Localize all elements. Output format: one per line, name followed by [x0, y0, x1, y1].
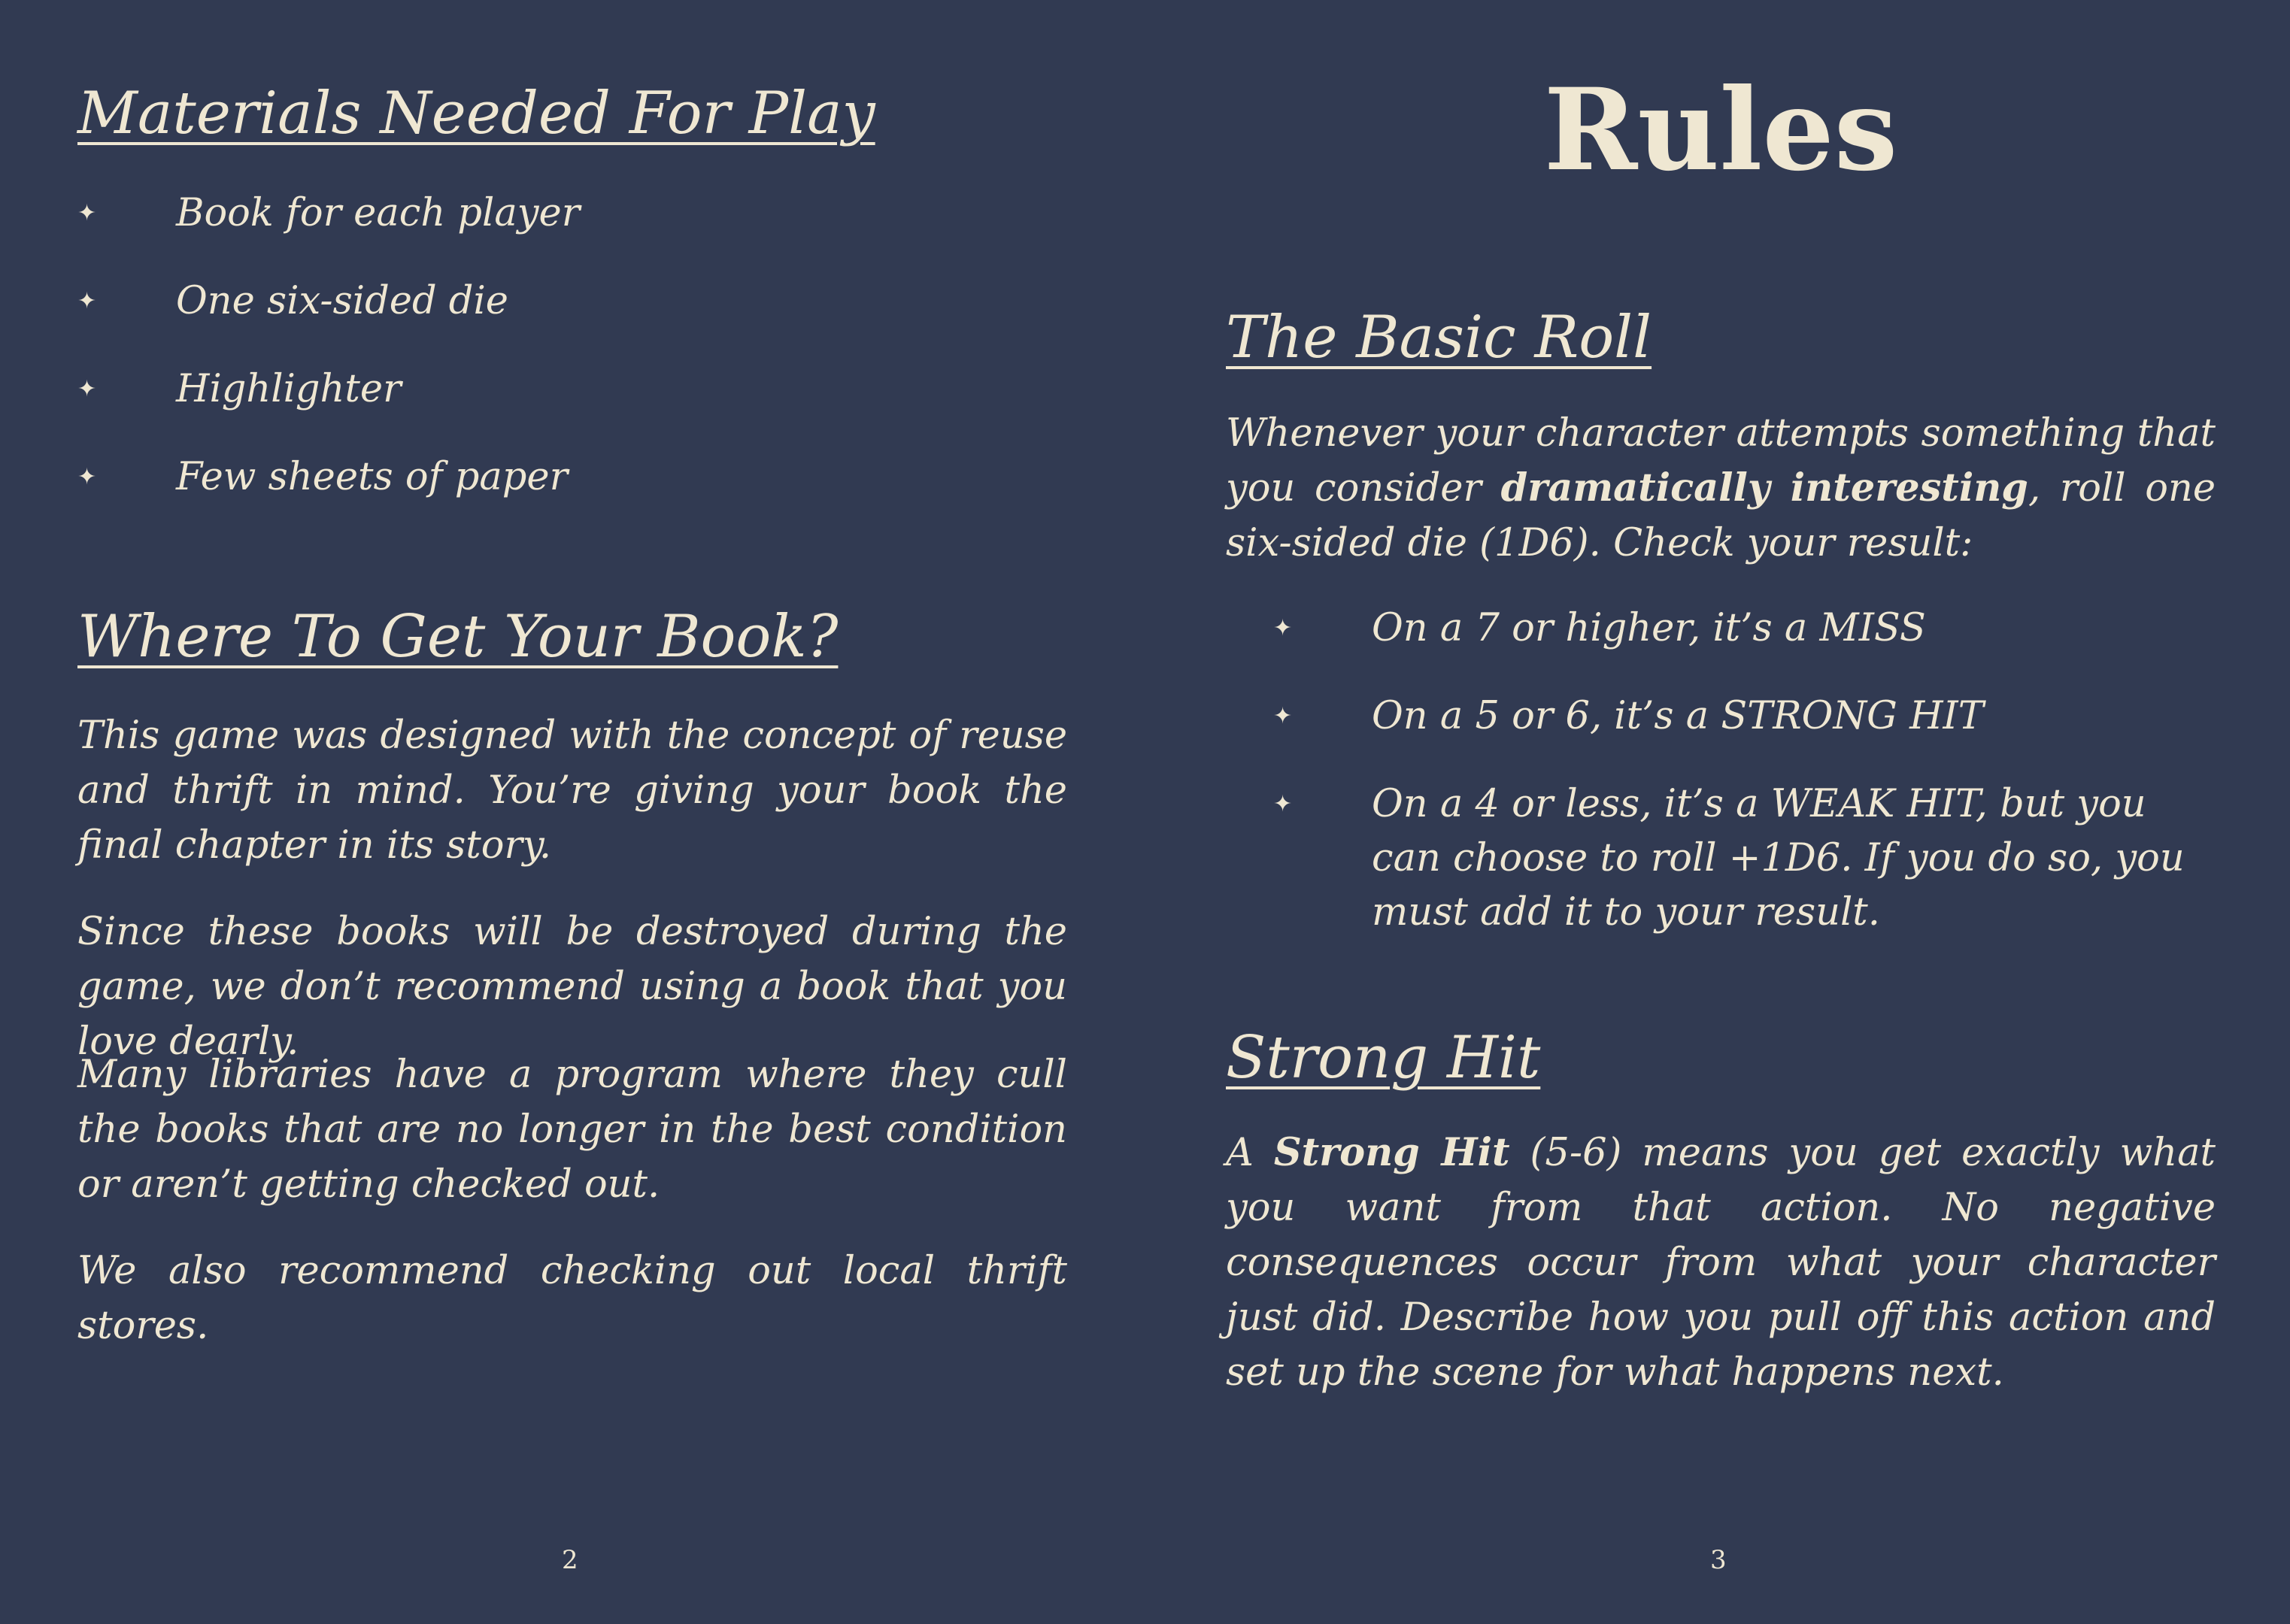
- page-number-left: 2: [562, 1545, 578, 1575]
- where-paragraph-2: Since these books will be destroyed during the game, we don’t recommend using a book that you love dearly.: [77, 910, 1067, 1064]
- emphasis: dramatically interesting: [1500, 465, 2028, 511]
- bullet-icon: ✦: [77, 376, 97, 402]
- bullet-icon: ✦: [1273, 703, 1293, 729]
- right-page: [1226, 0, 2216, 1624]
- strong-hit-heading: Strong Hit: [1226, 1024, 1541, 1092]
- list-item: ✦ Highlighter: [77, 362, 1067, 417]
- list-item: ✦ One six-sided die: [77, 274, 1067, 329]
- bullet-icon: ✦: [1273, 791, 1293, 817]
- basic-roll-intro: Whenever your character attempts something that you consider dramatically interesting, roll one six-sided die (1D6). Check your result:: [1226, 411, 2216, 565]
- where-paragraph-3: Many libraries have a program where they cull the books that are no longer in the best condition or aren’t getting checked out.: [77, 1053, 1067, 1207]
- where-heading: Where To Get Your Book?: [77, 603, 839, 671]
- strong-hit-paragraph: A Strong Hit (5-6) means you get exactly what you want from that action. No negative consequences occur from what your character just did. Describe how you pull off this action and set up the scene for what happens next.: [1226, 1130, 2216, 1395]
- list-item: ✦ Book for each player: [77, 186, 1067, 241]
- bullet-icon: ✦: [77, 464, 97, 490]
- where-paragraph-4: We also recommend checking out local thrift stores.: [77, 1249, 1067, 1348]
- list-item: ✦ On a 5 or 6, it’s a STRONG HIT: [1273, 689, 2216, 744]
- emphasis: Strong Hit: [1273, 1130, 1510, 1175]
- basic-roll-heading: The Basic Roll: [1226, 304, 1652, 371]
- page-number-right: 3: [1710, 1545, 1727, 1575]
- bullet-icon: ✦: [1273, 615, 1293, 641]
- bullet-icon: ✦: [77, 200, 97, 226]
- materials-list: [77, 186, 1067, 504]
- list-item: ✦ On a 4 or less, it’s a WEAK HIT, but you can choose to roll +1D6. If you do so, you must add it to your result.: [1273, 777, 2216, 940]
- bullet-icon: ✦: [77, 288, 97, 314]
- materials-heading: Materials Needed For Play: [77, 80, 875, 147]
- left-page: [77, 0, 1067, 1624]
- page-title: Rules: [1543, 64, 1898, 196]
- list-item: ✦ Few sheets of paper: [77, 450, 1067, 504]
- list-item: ✦ On a 7 or higher, it’s a MISS: [1273, 601, 2216, 656]
- roll-results-list: [1273, 601, 2216, 940]
- where-paragraph-1: This game was designed with the concept of reuse and thrift in mind. You’re giving your book the final chapter in its story.: [77, 714, 1067, 868]
